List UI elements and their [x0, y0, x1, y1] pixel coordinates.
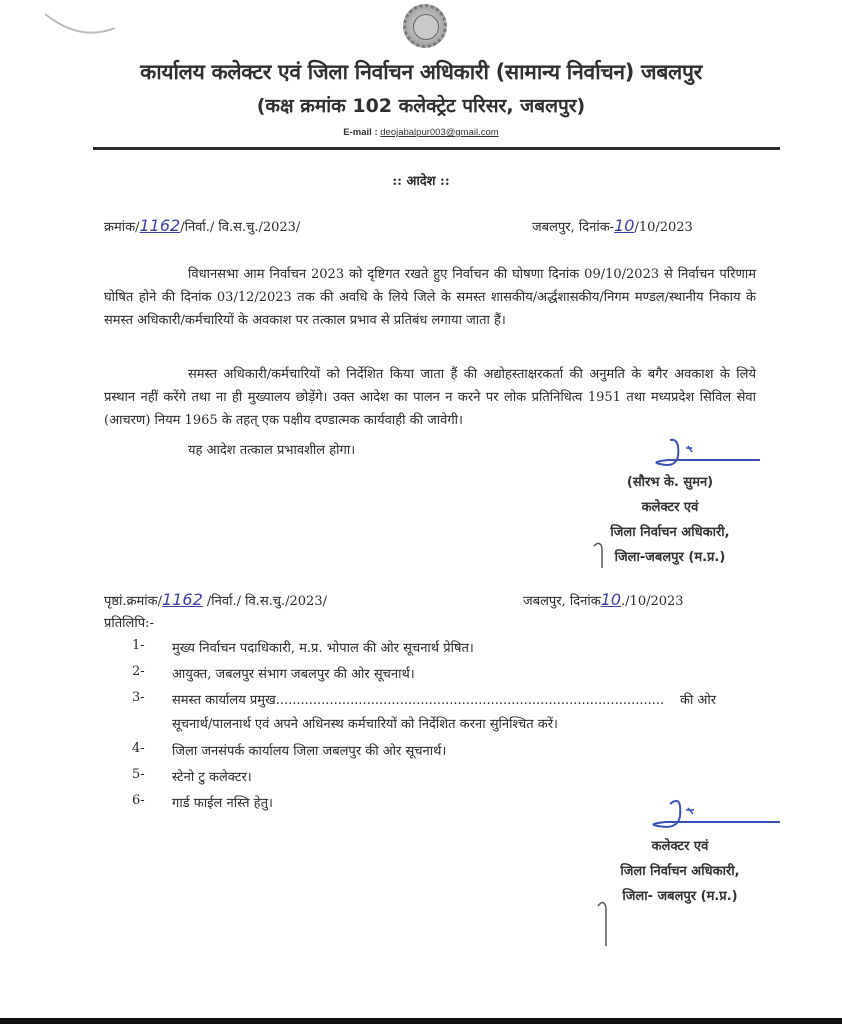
email-link[interactable]: deojabalpur003@gmail.com [380, 127, 499, 138]
order-paragraph-3: यह आदेश तत्काल प्रभावशील होगा। [188, 443, 356, 458]
signatory-title-2: जिला निर्वाचन अधिकारी, [610, 525, 730, 540]
list-item-number: 1- [132, 638, 145, 653]
reference-number [104, 216, 300, 235]
list-item-text: समस्त कार्यालय प्रमुख [172, 693, 276, 708]
endorsement-suffix: /निर्वा./ वि.स.चु./2023/ [206, 594, 327, 609]
signatory-title-1: कलेक्टर एवं [641, 500, 699, 515]
endorsement-date-prefix: जबलपुर, दिनांक [523, 594, 601, 609]
list-item [172, 690, 712, 708]
signatory-name: (सौरभ के. सुमन) [626, 475, 714, 490]
order-paragraph-2: समस्त अधिकारी/कर्मचारियों को निर्देशित किया जाता हैं की अद्योहस्ताक्षरकर्ता की अनुमति के बगैर अवकाश के लिये प्रस्थान नहीं करेंगे तथा ना ही मुख्यालय छोड़ेंगे। उक्त आदेश का पालन न करने पर लोक प्रतिनिधित्व 1951 तथा मध्यप्रदेश सिविल सेवा (आचरण) नियम 1965 के तहत् एक पक्षीय दण्डात्मक कार्यवाही की जावेगी। [104, 367, 756, 428]
signatory-title-2: जिला निर्वाचन अधिकारी, [620, 864, 740, 879]
order-title: :: आदेश :: [392, 174, 450, 189]
list-item-continuation: सूचनार्थ/पालनार्थ एवं अपने अधिनस्थ कर्मचारियों को निर्देशित करना सुनिश्चित करें। [172, 717, 558, 732]
list-item: गार्ड फाईल नस्ति हेतु। [172, 796, 273, 811]
bottom-edge-bar [0, 1018, 842, 1024]
corner-pen-mark [40, 10, 120, 40]
handwritten-endorsement-day: 10 [600, 590, 622, 609]
handwritten-day: 10 [614, 216, 635, 235]
signatory-title-3: जिला- जबलपुर (म.प्र.) [622, 889, 738, 904]
list-item-tail: की ओर [680, 693, 717, 708]
list-item: मुख्य निर्वाचन पदाधिकारी, म.प्र. भोपाल की ओर सूचनार्थ प्रेषित। [172, 641, 474, 656]
government-seal-emblem [403, 4, 447, 48]
email-line [0, 127, 842, 138]
list-item-number: 3- [132, 690, 145, 705]
signatory-title-1: कलेक्टर एवं [651, 839, 709, 854]
initial-mark [594, 898, 614, 948]
signature-scribble [640, 438, 760, 474]
list-item-number: 4- [132, 741, 145, 756]
handwritten-reference-number: 1162 [139, 216, 181, 235]
list-item: आयुक्त, जबलपुर संभाग जबलपुर की ओर सूचनार्थ। [172, 667, 415, 682]
office-address: (कक्ष क्रमांक 102 कलेक्ट्रेट परिसर, जबलपुर) [256, 95, 586, 117]
office-heading: कार्यालय कलेक्टर एवं जिला निर्वाचन अधिकारी (सामान्य निर्वाचन) जबलपुर [140, 60, 702, 84]
list-item: स्टेनो टु कलेक्टर। [172, 770, 252, 785]
order-paragraph-1: विधानसभा आम निर्वाचन 2023 को दृष्टिगत रखते हुए निर्वाचन की घोषणा दिनांक 09/10/2023 से निर्वाचन परिणाम घोषित होने की दिनांक 03/12/2023 तक की अवधि के लिये जिले के समस्त शासकीय/अर्द्धशासकीय/निगम मण्डल/स्थानीय निकाय के समस्त अधिकारी/कर्मचारियों के अवकाश पर तत्काल प्रभाव से प्रतिबंध लगाया जाता हैं। [104, 267, 756, 328]
copy-to-label: प्रतिलिपि:- [104, 616, 154, 631]
initial-mark [590, 540, 610, 570]
list-item-number: 2- [132, 664, 145, 679]
date-prefix: जबलपुर, दिनांक- [532, 220, 615, 235]
reference-prefix: क्रमांक/ [104, 220, 140, 235]
order-date [532, 216, 693, 235]
endorsement-prefix: पृष्ठां.क्रमांक/ [104, 594, 163, 609]
header-divider [93, 147, 780, 150]
endorsement-reference [104, 590, 327, 609]
reference-suffix: /निर्वा./ वि.स.चु./2023/ [180, 220, 301, 235]
list-item-number: 6- [132, 793, 145, 808]
fill-in-dots: .............................................................................................. [275, 693, 665, 708]
endorsement-date [523, 590, 684, 609]
handwritten-endorsement-number: 1162 [162, 590, 203, 609]
email-label: E-mail : [343, 127, 378, 138]
endorsement-month-year: ./10/2023 [621, 594, 684, 609]
list-item-number: 5- [132, 767, 145, 782]
signature-scribble [630, 796, 780, 836]
signatory-title-3: जिला-जबलपुर (म.प्र.) [614, 550, 726, 565]
date-month-year: /10/2023 [634, 220, 693, 235]
list-item: जिला जनसंपर्क कार्यालय जिला जबलपुर की ओर सूचनार्थ। [172, 744, 447, 759]
